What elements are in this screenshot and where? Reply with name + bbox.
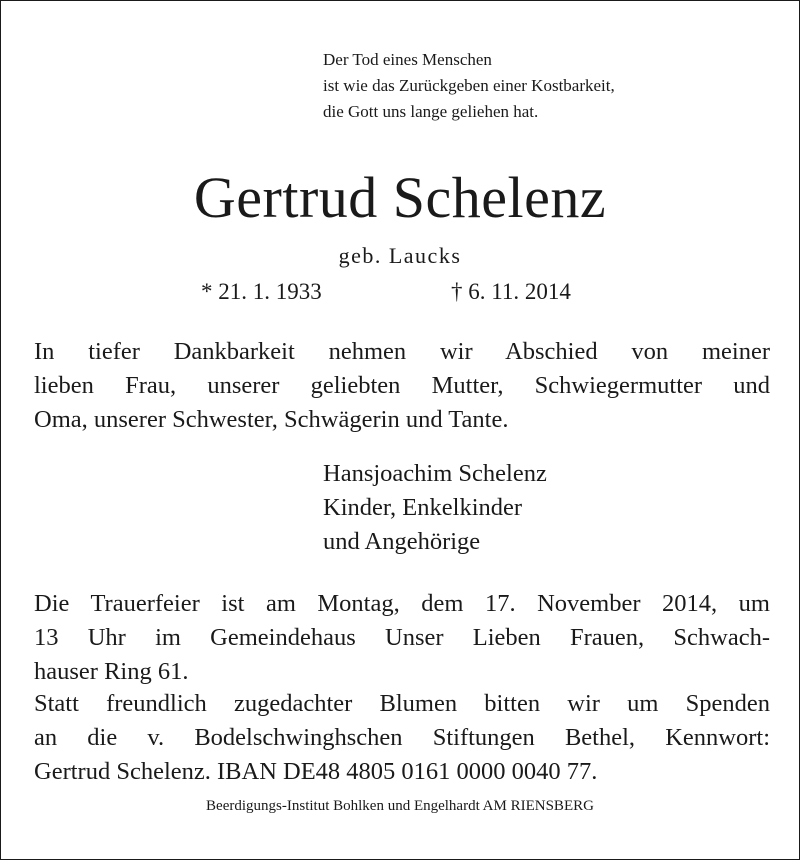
deceased-name: Gertrud Schelenz <box>193 165 607 230</box>
quote-line: Der Tod eines Menschen <box>323 50 492 69</box>
death-date: † 6. 11. 2014 <box>451 279 571 304</box>
service-line: hauser Ring 61. <box>34 658 189 685</box>
farewell-line: In tiefer Dankbarkeit nehmen wir Abschied von meiner <box>34 338 770 365</box>
donations-line: an die v. Bodelschwinghschen Stiftungen Bethel, Kennwort: <box>34 724 770 751</box>
mourner-line: Kinder, Enkelkinder <box>323 494 523 521</box>
service-line: 13 Uhr im Gemeindehaus Unser Lieben Frauen, Schwach- <box>34 624 770 651</box>
donations-line: Statt freundlich zugedachter Blumen bitten wir um Spenden <box>34 690 770 717</box>
donations-paragraph <box>34 687 770 789</box>
donations-line: Gertrud Schelenz. IBAN DE48 4805 0161 0000 0040 77. <box>34 758 598 785</box>
farewell-paragraph <box>34 335 770 437</box>
farewell-line: Oma, unserer Schwester, Schwägerin und Tante. <box>34 406 509 433</box>
mourners-block <box>323 457 547 559</box>
birth-date: * 21. 1. 1933 <box>201 279 322 304</box>
epigraph-quote <box>323 47 615 125</box>
service-line: Die Trauerfeier ist am Montag, dem 17. November 2014, um <box>34 590 770 617</box>
mourner-line: und Angehörige <box>323 528 481 555</box>
quote-line: ist wie das Zurückgeben einer Kostbarkeit, <box>323 76 615 95</box>
quote-line: die Gott uns lange geliehen hat. <box>323 102 539 121</box>
farewell-line: lieben Frau, unserer geliebten Mutter, Schwiegermutter und <box>34 372 770 399</box>
undertaker-credit: Beerdigungs-Institut Bohlken und Engelhardt AM RIENSBERG <box>206 798 594 814</box>
service-paragraph <box>34 587 770 689</box>
mourner-line: Hansjoachim Schelenz <box>323 460 547 487</box>
maiden-name: geb. Laucks <box>338 243 462 268</box>
